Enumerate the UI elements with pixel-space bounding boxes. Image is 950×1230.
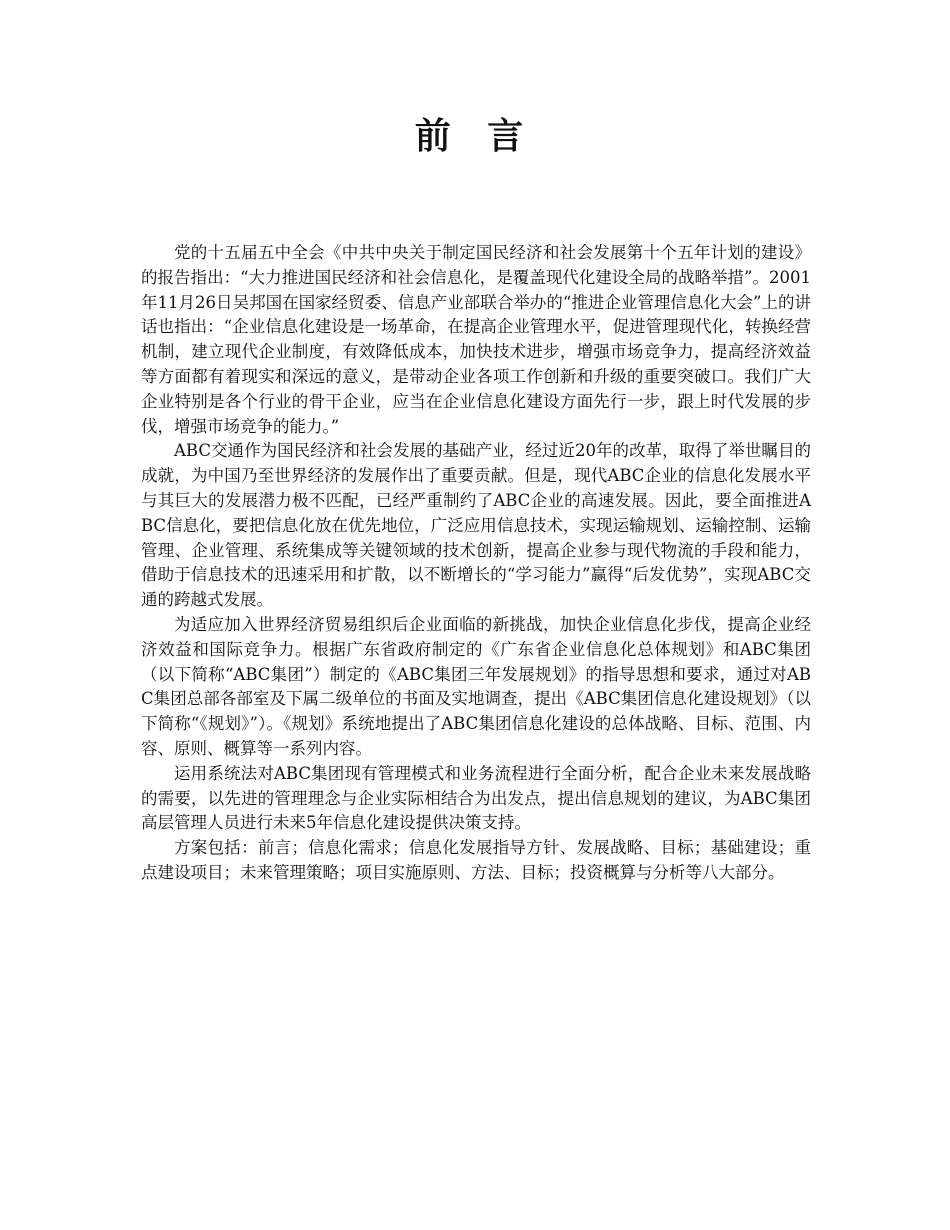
paragraph-5: 方案包括：前言；信息化需求；信息化发展指导方针、发展战略、目标；基础建设；重点建设项目；未来管理策略；项目实施原则、方法、目标；投资概算与分析等八大部分。 <box>141 838 811 882</box>
paragraph-1: 党的十五届五中全会《中共中央关于制定国民经济和社会发展第十个五年计划的建设》的报告指出：“大力推进国民经济和社会信息化，是覆盖现代化建设全局的战略举措”。2001年11月26日吴邦国在国家经贸委、信息产业部联合举办的“推进企业管理信息化大会”上的讲话也指出：“企业信息化建设是一场革命，在提高企业管理水平，促进管理现代化，转换经营机制，建立现代企业制度，有效降低成本，加快技术进步，增强市场竞争力，提高经济效益等方面都有着现实和深远的意义，是带动企业各项工作创新和升级的重要突破口。我们广大企业特别是各个行业的骨干企业，应当在企业信息化建设方面先行一步，跟上时代发展的步伐，增强市场竞争的能力。” <box>141 243 811 436</box>
document-body <box>141 241 811 886</box>
paragraph-3: 为适应加入世界经济贸易组织后企业面临的新挑战，加快企业信息化步伐，提高企业经济效益和国际竞争力。根据广东省政府制定的《广东省企业信息化总体规划》和ABC集团（以下简称“ABC集团”）制定的《ABC集团三年发展规划》的指导思想和要求，通过对ABC集团总部各部室及下属二级单位的书面及实地调查，提出《ABC集团信息化建设规划》（以下简称“《规划》”）。《规划》系统地提出了ABC集团信息化建设的总体战略、目标、范围、内容、原则、概算等一系列内容。 <box>141 614 811 758</box>
page-title: 前 言 <box>414 115 536 157</box>
paragraph-4: 运用系统法对ABC集团现有管理模式和业务流程进行全面分析，配合企业未来发展战略的需要，以先进的管理理念与企业实际相结合为出发点，提出信息规划的建议，为ABC集团高层管理人员进行未来5年信息化建设提供决策支持。 <box>141 763 811 833</box>
paragraph-2: ABC交通作为国民经济和社会发展的基础产业，经过近20年的改革，取得了举世瞩目的成就，为中国乃至世界经济的发展作出了重要贡献。但是，现代ABC企业的信息化发展水平与其巨大的发展潜力极不匹配，已经严重制约了ABC企业的高速发展。因此，要全面推进ABC信息化，要把信息化放在优先地位，广泛应用信息技术，实现运输规划、运输控制、运输管理、企业管理、系统集成等关键领域的技术创新，提高企业参与现代物流的手段和能力，借助于信息技术的迅速采用和扩散，以不断增长的“学习能力”赢得“后发优势”，实现ABC交通的跨越式发展。 <box>141 441 811 610</box>
